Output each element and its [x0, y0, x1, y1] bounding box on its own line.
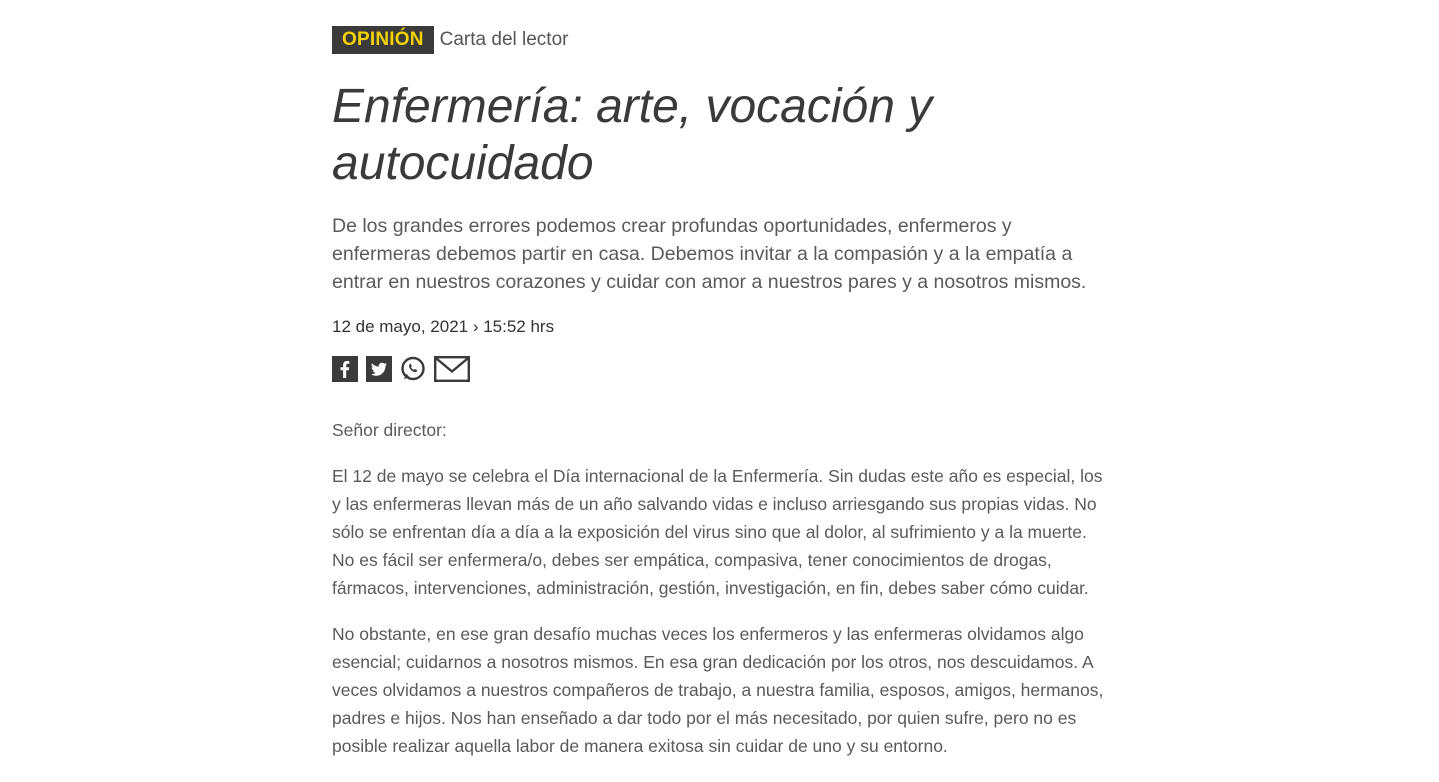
whatsapp-share-button[interactable]	[400, 356, 426, 382]
article-body	[332, 416, 1108, 778]
share-bar	[332, 356, 478, 382]
section-badge[interactable]: OPINIÓN	[332, 26, 434, 54]
article-summary: De los grandes errores podemos crear profundas oportunidades, enfermeros y enfermeras debemos partir en casa. Debemos invitar a la compasión y a la empatía a entrar en nuestros corazones y cuidar con amor a nuestros pares y a nosotros mismos.	[332, 215, 1087, 293]
twitter-share-button[interactable]	[366, 356, 392, 382]
kicker	[332, 26, 568, 54]
whatsapp-icon	[400, 356, 426, 382]
subsection-label: Carta del lector	[439, 29, 569, 50]
email-icon	[434, 356, 470, 382]
body-paragraph-2: No obstante, en ese gran desafío muchas veces los enfermeros y las enfermeras olvidamos algo esencial; cuidarnos a nosotros mismos. En esa gran dedicación por los otros, nos descuidamos. A veces olvidamos a nuestros compañeros de trabajo, a nuestra familia, esposos, amigos, hermanos, padres e hijos. Nos han enseñado a dar todo por el más necesitado, por quien sufre, pero no es posible realizar aquella labor de manera exitosa sin cuidar de uno y su entorno.	[332, 624, 1104, 756]
salutation: Señor director:	[332, 420, 447, 440]
body-paragraph-1: El 12 de mayo se celebra el Día internacional de la Enfermería. Sin dudas este año es especial, los y las enfermeras llevan más de un año salvando vidas e incluso arriesgando sus propias vidas. No sólo se enfrentan día a día a la exposición del virus sino que al dolor, al sufrimiento y a la muerte. No es fácil ser enfermera/o, debes ser empática, compasiva, tener conocimientos de drogas, fármacos, intervenciones, administración, gestión, investigación, en fin, debes saber cómo cuidar.	[332, 466, 1103, 598]
publish-date: 12 de mayo, 2021 › 15:52 hrs	[332, 317, 555, 336]
email-share-button[interactable]	[434, 356, 470, 382]
twitter-icon	[366, 356, 392, 382]
article-title: Enfermería: arte, vocación y autocuidado	[332, 80, 933, 190]
facebook-share-button[interactable]	[332, 356, 358, 382]
facebook-icon	[332, 356, 358, 382]
